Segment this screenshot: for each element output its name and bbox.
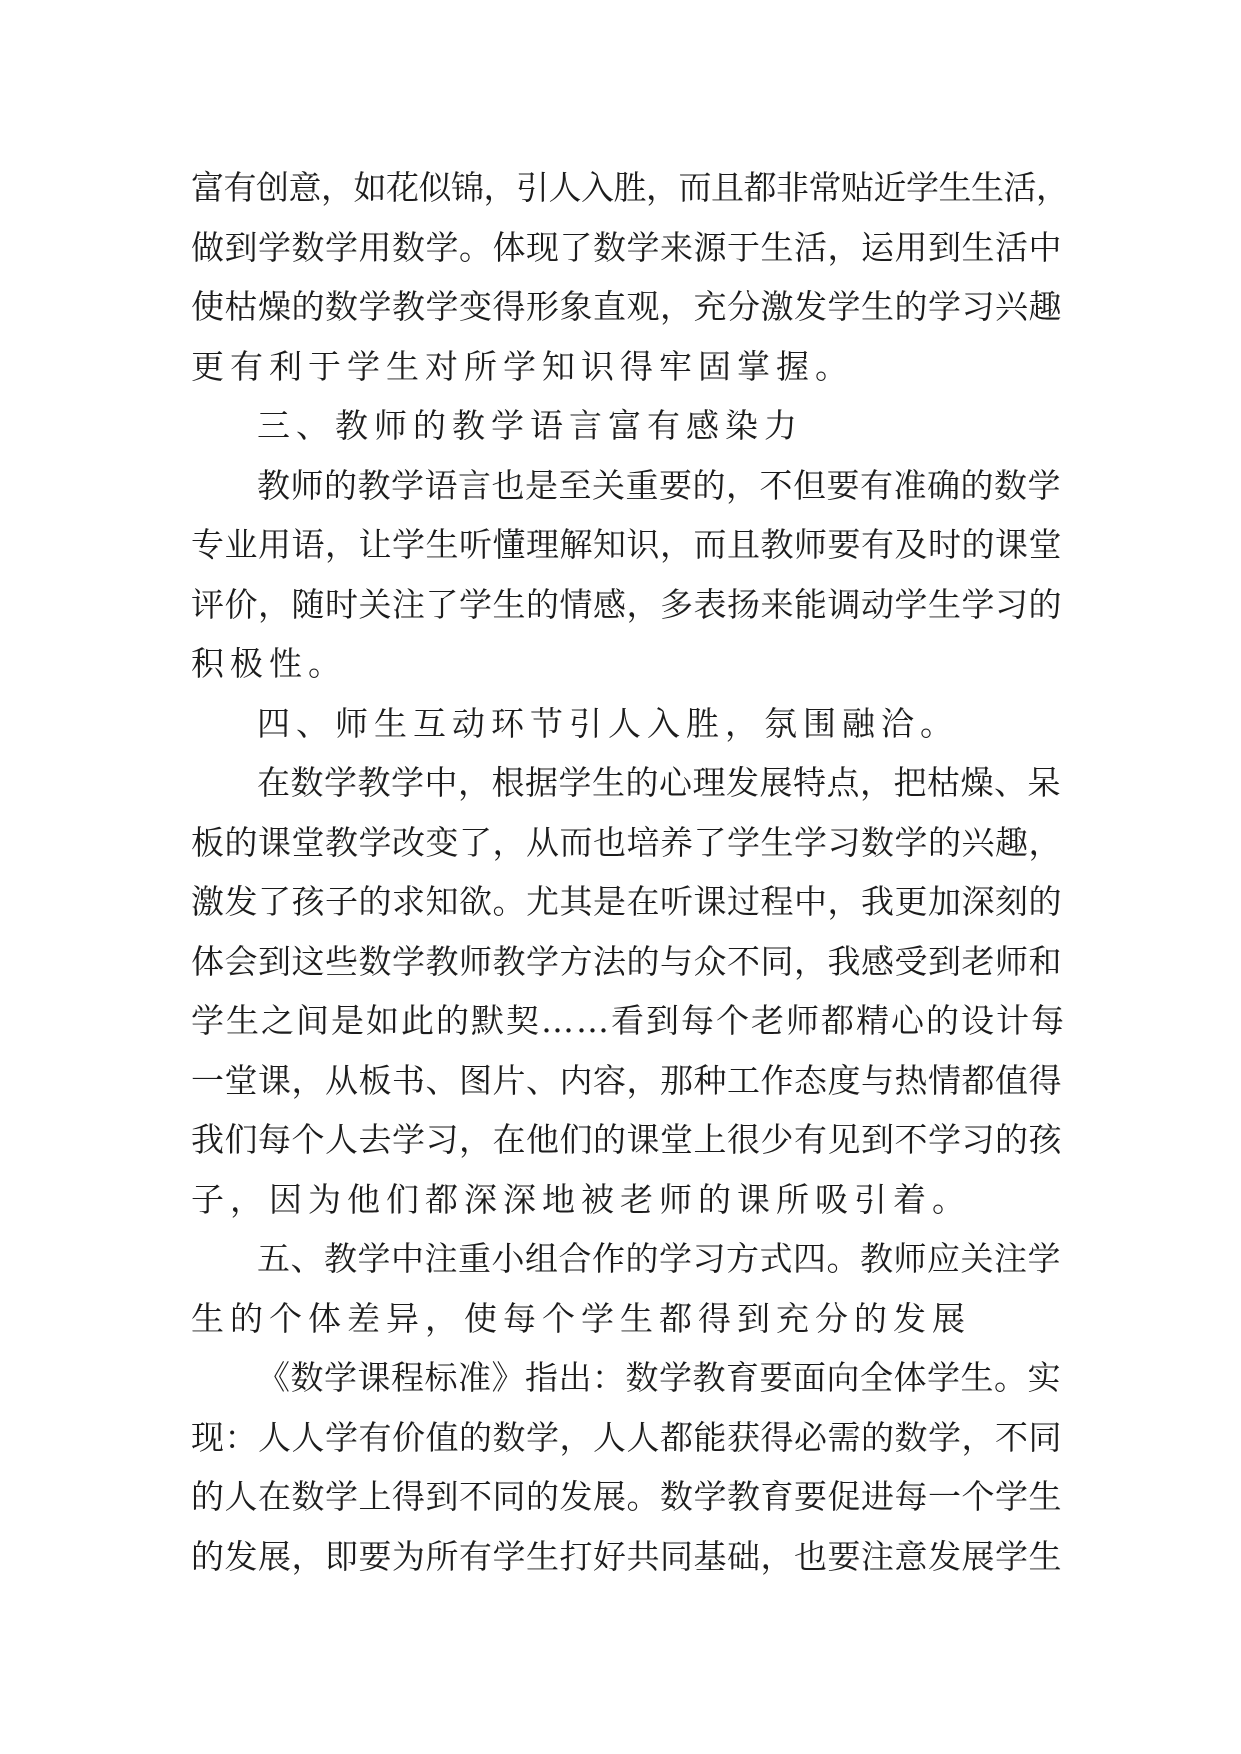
document-body <box>191 158 1071 1586</box>
text-line: 使枯燥的数学教学变得形象直观，充分激发学生的学习兴趣 <box>191 287 1062 326</box>
text-line: 《数学课程标准》指出：数学教育要面向全体学生。实 <box>257 1358 1061 1397</box>
text-line: 生的个体差异，使每个学生都得到充分的发展 <box>191 1298 971 1338</box>
text-line: 激发了孩子的求知欲。尤其是在听课过程中，我更加深刻的 <box>191 882 1062 921</box>
text-line: 的人在数学上得到不同的发展。数学教育要促进每一个学生 <box>191 1477 1062 1516</box>
text-line: 在数学教学中，根据学生的心理发展特点，把枯燥、呆 <box>257 763 1061 802</box>
section-heading: 三、教师的教学语言富有感染力 <box>257 406 803 445</box>
text-line: 现：人人学有价值的数学，人人都能获得必需的数学，不同 <box>191 1417 1062 1457</box>
text-line: 学生之间是如此的默契……看到每个老师都精心的设计每 <box>191 1001 1066 1040</box>
text-line: 做到学数学用数学。体现了数学来源于生活，运用到生活中 <box>191 227 1062 267</box>
text-line: 教师的教学语言也是至关重要的，不但要有准确的数学 <box>257 465 1061 505</box>
text-line: 板的课堂教学改变了，从而也培养了学生学习数学的兴趣， <box>191 822 1062 862</box>
section-heading: 五、教学中注重小组合作的学习方式四。教师应关注学 <box>257 1239 1061 1278</box>
section-heading: 四、师生互动环节引人入胜，氛围融洽。 <box>257 703 959 743</box>
text-line: 子，因为他们都深深地被老师的课所吸引着。 <box>191 1179 971 1219</box>
text-line: 的发展，即要为所有学生打好共同基础，也要注意发展学生 <box>191 1536 1062 1576</box>
text-line: 富有创意，如花似锦，引人入胜，而且都非常贴近学生生活， <box>191 168 1069 207</box>
text-line: 体会到这些数学教师教学方法的与众不同，我感受到老师和 <box>191 941 1062 981</box>
text-line: 积极性。 <box>191 644 347 683</box>
text-line: 评价，随时关注了学生的情感，多表扬来能调动学生学习的 <box>191 584 1062 624</box>
text-line: 专业用语，让学生听懂理解知识，而且教师要有及时的课堂 <box>191 525 1062 564</box>
text-line: 我们每个人去学习，在他们的课堂上很少有见到不学习的孩 <box>191 1120 1062 1159</box>
text-line: 更有利于学生对所学知识得牢固掌握。 <box>191 346 854 386</box>
text-line: 一堂课，从板书、图片、内容，那种工作态度与热情都值得 <box>191 1060 1062 1100</box>
